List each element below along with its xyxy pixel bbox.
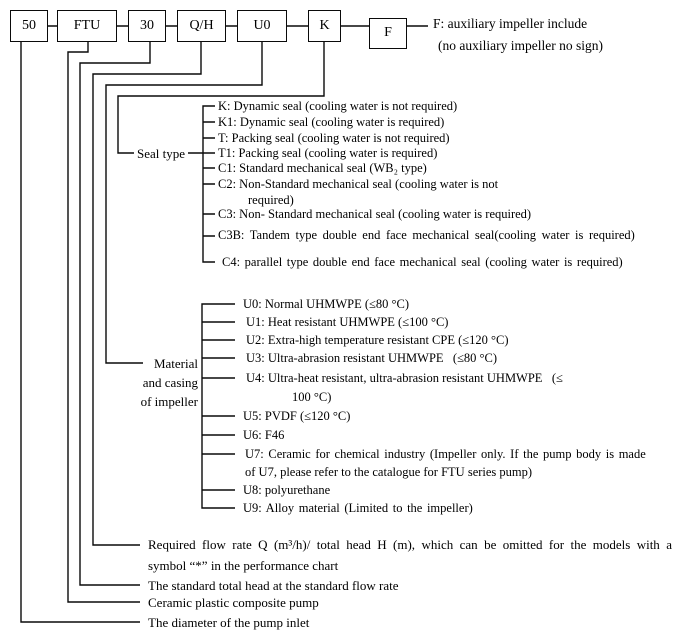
model-box-seal: K xyxy=(308,10,341,42)
model-box-aux-impeller: F xyxy=(369,18,407,49)
aux-impeller-note-line1: F: auxiliary impeller include xyxy=(433,16,588,31)
note-required-flow-line2: symbol “*” in the performance chart xyxy=(148,558,339,573)
material-item-u4: U4: Ultra-heat resistant, ultra-abrasion resistant UHMWPE (≤ xyxy=(246,371,563,385)
material-label-line2: and casing xyxy=(142,375,198,390)
seal-item-t: T: Packing seal (cooling water is not required) xyxy=(218,131,450,145)
model-box-inlet-diameter: 50 xyxy=(10,10,48,42)
seal-item-c4: C4: parallel type double end face mechanical seal (cooling water is required) xyxy=(222,255,623,269)
note-required-flow-line1: Required flow rate Q (m³/h)/ total head H (m), which can be omitted for the models with a xyxy=(148,537,672,552)
seal-item-c2: C2: Non-Standard mechanical seal (cooling water is not xyxy=(218,177,499,191)
seal-item-c3: C3: Non- Standard mechanical seal (cooling water is required) xyxy=(218,207,532,221)
material-item-u9: U9: Alloy material (Limited to the impeller) xyxy=(243,501,473,515)
model-box-series: FTU xyxy=(57,10,117,42)
material-item-u1: U1: Heat resistant UHMWPE (≤100 °C) xyxy=(246,315,449,329)
material-item-u3: U3: Ultra-abrasion resistant UHMWPE (≤80 °C) xyxy=(246,351,498,365)
material-bracket xyxy=(202,304,235,508)
seal-item-c2-line2: required) xyxy=(248,193,294,207)
model-box-material: U0 xyxy=(237,10,287,42)
material-label-line3: of impeller xyxy=(140,394,198,409)
seal-item-c1: C1: Standard mechanical seal (WB₂ type) xyxy=(218,161,427,175)
note-ceramic-pump: Ceramic plastic composite pump xyxy=(148,595,319,610)
seal-type-label: Seal type xyxy=(137,146,186,161)
seal-type-bracket xyxy=(188,106,215,262)
material-label-line1: Material xyxy=(153,356,198,371)
seal-item-k: K: Dynamic seal (cooling water is not required) xyxy=(218,99,458,113)
seal-item-c3b: C3B: Tandem type double end face mechanical seal(cooling water is required) xyxy=(218,228,635,242)
note-standard-head: The standard total head at the standard flow rate xyxy=(148,578,399,593)
note-inlet-diameter: The diameter of the pump inlet xyxy=(148,615,310,630)
line-30-to-standard xyxy=(80,42,150,585)
material-item-u7: U7: Ceramic for chemical industry (Impeller only. If the pump body is made xyxy=(245,447,646,461)
aux-impeller-note-line2: (no auxiliary impeller no sign) xyxy=(438,38,603,53)
material-item-u0: U0: Normal UHMWPE (≤80 °C) xyxy=(243,297,410,311)
seal-item-k1: K1: Dynamic seal (cooling water is required) xyxy=(218,115,445,129)
material-item-u7-line2: of U7, please refer to the catalogue for FTU series pump) xyxy=(245,465,533,479)
material-item-u4-line2: 100 °C) xyxy=(292,390,332,404)
model-box-flow-head: Q/H xyxy=(177,10,226,42)
material-item-u5: U5: PVDF (≤120 °C) xyxy=(243,409,351,423)
material-item-u8: U8: polyurethane xyxy=(243,483,331,497)
line-qh-to-required xyxy=(93,42,201,545)
material-item-u2: U2: Extra-high temperature resistant CPE (≤120 °C) xyxy=(246,333,509,347)
seal-item-t1: T1: Packing seal (cooling water is required) xyxy=(218,146,438,160)
line-ftu-to-ceramic xyxy=(68,42,140,602)
material-item-u6: U6: F46 xyxy=(243,428,285,442)
model-box-head: 30 xyxy=(128,10,166,42)
line-u0-to-material xyxy=(106,42,262,363)
